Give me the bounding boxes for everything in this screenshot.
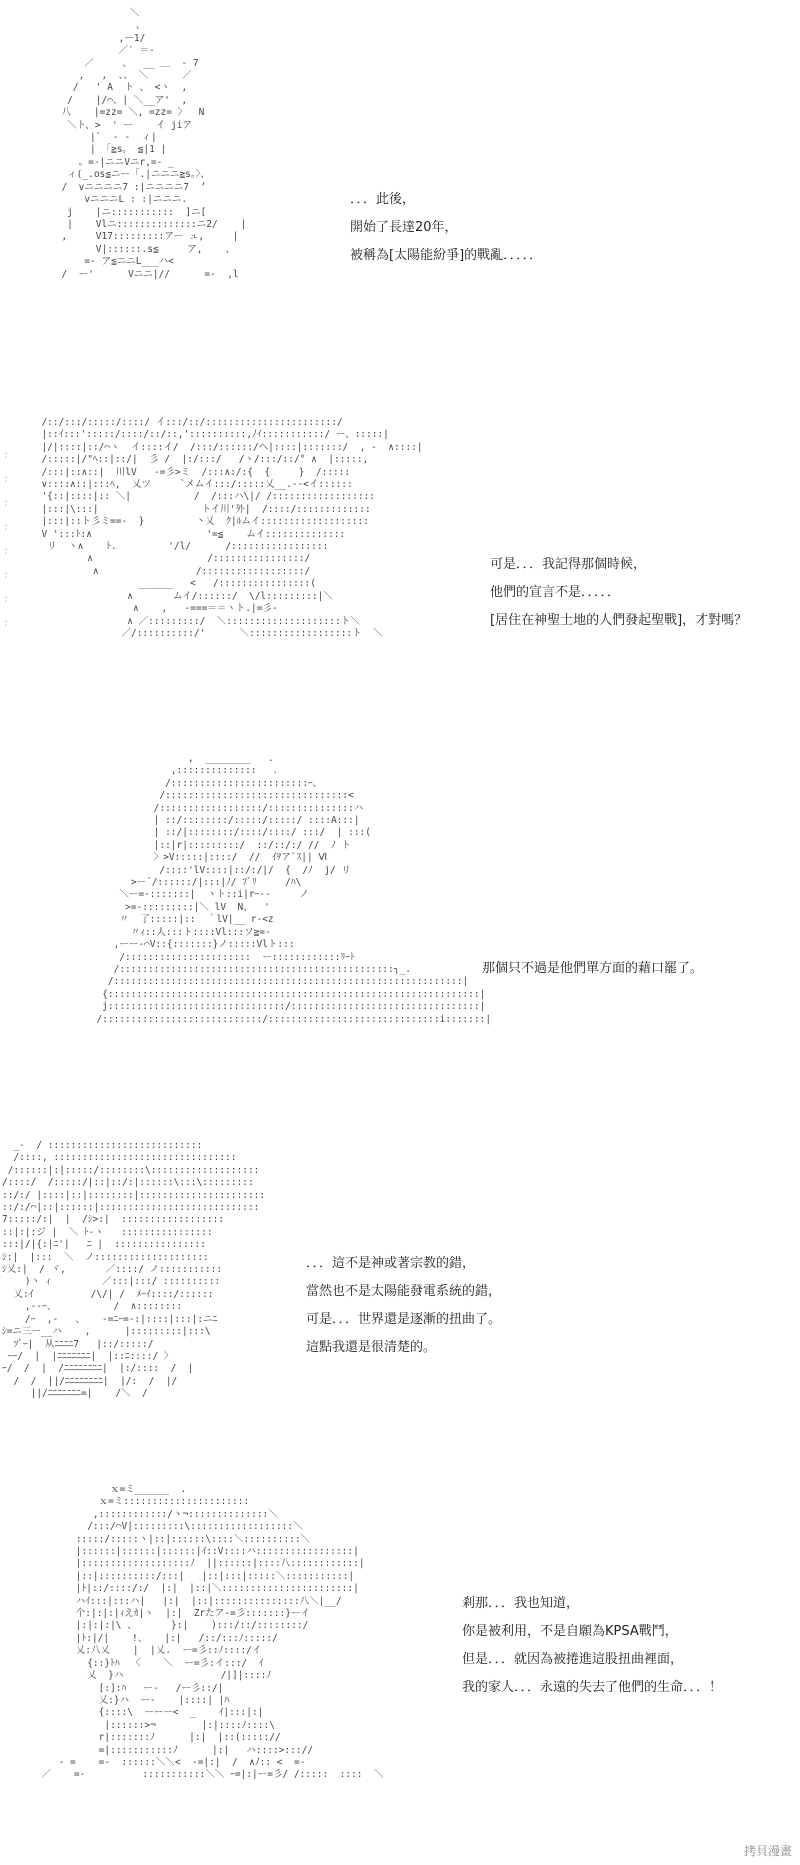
ascii-art-3: , ________ . ,:::::::::::::: ． /::::::::::::::::::::::::ｰ、 /::::::::::::::::::::::::::::::::< /::::::::::::::::::/:::::::::::::::ハ | ::/::::::::/:::::/:::::/ ::::A:::| | ::/|::::::::/::::/::::/ :::/ | :::( |::|r|:::::::::/ ::/::/:/ // ﾉ ト 〉>V:::::|::::/ // ｲｦア`ｽ|| Ⅵ /::::'lV::::|::/:/|/ { /ﾉ j/ リ >ー´/::::::/|:::|ﾉ/ ﾌﾞﾘ /ﾊ\ ＼ー=-:::::::| ヽト::i|rｰ-‐ ノ >=-:::::::::|＼ lV N、 ' 〃 了:::::|:: ｀lV|__ r-<z 〃ｨ::人:::ト::::Vl:::ソ≧=- ,ーー-⌒V::{:::::::}ノ:::::Vlト::: /:::::::::::::::::::::: ー::::::::::::ﾘｰﾄ /::::::::::::::::::::::::::::::::::::::::::::::::┐_. /:::::::::::::::::::::::::::::::::::::::::::::::::::::::::::::| {:::::::::::::::::::::::::::::::::::::::::::::::::::::::::::::::::| j:::::::::::::::::::::::::::::::/:::::::::::::::::::::::::::::::::| /::::::::::::::::::::::::::::/::::::::::::::::::::::::::::::i:::::::| <box>96 753 492 1025</box>
dialogue-line: 這點我還是很清楚的。 <box>306 1340 437 1355</box>
dialogue-line: 當然也不是太陽能發電系統的錯， <box>306 1284 502 1299</box>
dialogue-line: ．．．此後， <box>350 192 416 207</box>
dialogue-line: 但是．．．就因為被捲進這股扭曲裡面， <box>462 1652 684 1667</box>
margin-dots: ： ： ： ： ： ： ： ： <box>4 451 14 629</box>
ascii-art-4: _- / ::::::::::::::::::::::::::: /::::, :::::::::::::::::::::::::::::::: /::::::|:|:::::/::::::::\::::::::::::::::::: /::::/ /:::::/|::|::/:|::::::\:::\::::::::: ::/:/ |::::|::|::::::::|:::::::::::::::::::::: ::/:/⌒|::|::::::|:::::::::::::::::::::::::::: 7:::::/:| | /ｼ>:| :::::::::::::::::: ::|:|:ジ | ＼ ﾄ-ヽ :::::::::::::::: :::|/|{:|ﾆ'| ﾆ | :::::::::::::::: ｼ:| |::: ＼ ノ:::::::::::::::::::: ｼ乂:| / ヾ, ／::::/ ノ::::::::::: )ヽ ｨ ／:::|:::/ :::::::::: 乂:ｲ /\/| / ﾒｰｲ::::/:::::: ,--ｰ、 / ∧:::::::: /ｰ ,- 、 -=ﾆｰ=-:|::::|:::|:ニﾆ ｼ=ニ三ー__ハ , |:::::::::|:::\ ﾂﾞｰ| 从ﾆﾆﾆﾆ7 |::/:::::/ ｰｰ/ | |ﾆﾆﾆﾆﾆﾆﾆ| |::ﾆ::::/ 〉 ｰ/ / | /ﾆﾆﾆﾆﾆﾆﾆﾆ| |:/:::: / | / / ||/ﾆﾆﾆﾆﾆﾆﾆﾆ| |/: / |/ ||/ﾆﾆﾆﾆﾆﾆﾆ=| /＼ / <box>2 1140 266 1400</box>
panel-5 <box>0 1480 800 1865</box>
dialogue-1 <box>350 186 542 270</box>
panel-2 <box>0 405 800 735</box>
dialogue-line: 他們的宣言不是．．．．． <box>490 585 621 600</box>
dialogue-line: 開始了長達20年， <box>350 220 458 235</box>
panel-4 <box>0 1130 800 1460</box>
dialogue-2 <box>490 551 747 635</box>
panel-1 <box>0 0 800 400</box>
dialogue-line: 剎那．．．我也知道， <box>462 1596 580 1611</box>
dialogue-5 <box>462 1590 722 1702</box>
dialogue-line: 被稱為[太陽能紛爭]的戰亂．．．．． <box>350 248 543 263</box>
dialogue-line: 可是．．．世界還是逐漸的扭曲了。 <box>306 1312 502 1327</box>
dialogue-line: ．．．這不是神或著宗教的錯， <box>306 1256 476 1271</box>
dialogue-line: [居住在神聖土地的人們發起聖戰]，才對嗎？ <box>490 613 748 628</box>
dialogue-line: 可是．．．我記得那個時候， <box>490 557 647 572</box>
dialogue-line: 我的家人．．．永遠的失去了他們的生命．．．！ <box>462 1680 723 1695</box>
dialogue-3 <box>482 955 703 983</box>
dialogue-line: 你是被利用，不是自願為KPSA戰鬥， <box>462 1624 678 1639</box>
dialogue-line: 那個只不過是他們單方面的藉口罷了。 <box>482 961 704 976</box>
ascii-art-5: ｘ=ミ______ . ｘ=ミ:::::::::::::::::::::: ,::::::::::::/ヽ¬::::::::::::::＼ /:::/⌒V|:::::::::\::::::::::::::::::＼ :::::/:::::ヽ|::|::::::\::::＼::::::::::＼ |::::::|::::::|::::::|ｲ::V::::ハ:::::::::::::::::| |:::::::::::::::::::ﾉ ||::::::|::::八::::::::::::| |::|::::::::::/:::| |::|:::|:::::＼:::::::::::| |ﾄ|::/::::/:/ |:| |::|＼:::::::::::::::::::::::| ハｲ:::|:::ハ| |:| |::|:::::::::::::::八＼|__/ 个:|:|:|ｨえｶ|ヽ |:| Zrたア-=彡:::::::}ーイ |:|:|:|\ 、 }:| ):::/::/::::::::/ |ﾄ:|/| !、 |:| /::/:::ﾉ:::::/ 乂:八乂 | |乂. ー=彡::ﾉ::::/イ {::}ﾄﾊ 〈 ＼ ー=彡:イ:::/ ｲ 乂 }ハ /|]|::::ﾉ [:]:ﾊ ー- /ー彡::/| 乂:}ハ ー- |::::| |ﾊ {::::\ ーーー< _ ｲ|:::|:| |::::::>¬ |:|::::ﾉ::::\ r|:::::::ﾉ |:| |::(:::::// =|:::::::::::ﾉ |:| ハ::::>:::// - = =- ::::::＼＼< -=|:| / ∧ﾉ:: < =- ／ =- :::::::::::＼＼ ｰ=|:|ー=彡/ /::::: :::: ＼ <box>41 1484 384 1781</box>
panel-3 <box>0 745 800 1115</box>
dialogue-4 <box>306 1250 501 1362</box>
ascii-art-1: ＼ 、 ,ー1/ ／′ ＝- ／ 、 __ ＿ - 7 , , 、、 ＼ ／ / ' A ト 、 <ヽ , / |/⌒、| ＼__ア' , 八 |=zz= ＼, =zz= 〉 N ＼ト、> ' ー イ jiア |` - - ィ| | 「≧s。 ≦|1 | 。=-|ニニVニr,=- _ ィ(_.os≦ニー「.|ニニニ≧s。〉、 / vニニニニ7 :|ニニニニ7 ’ vニニニL : :|ニニニ. j |ニ::::::::::: ]ニ[ | Vlニ::::::::::::::ニ2/ | , V17:::::::::アー ュ, | V|::::::.s≦ ア, 、 =- ア≦ニニL___ハ< / ー' Vニニ|// =- ,l <box>61 8 247 280</box>
watermark: 拷貝漫畫 <box>743 1844 792 1858</box>
ascii-art-2: /::/:::/:::::/::::/ イ:::/::/:::::::::::::::::::::::/ |::ｲ:::':::::/::::/::/::,'::::::::::,ﾉｲ:::::::::::/ ー、:::::| |/|::::|::/⌒ヽ イ::::イ/ /:::/::::::/ヘ|::::|:::::::/ , - ∧::::| /:::::|/"ﾍ::|::/| 彡 / |:/:::/ /ヽ/:::/::/° ∧ |:::::, /:::|::∧::| 川lV -=彡>ミ /:::∧:/:{ { } /::::: ∨::::∧::|:::ﾍ, 乂ツ `メムイ:::/:::::乂__.--<イ:::::: '{::|::::|:: ＼| / /:::ハ\|/ /:::::::::::::::::: |:::|\:::| トイ川'外| /::::/::::::::::::: |:::|::ト彡ミ==- } 丶乂 ｸ|ﾙムイ::::::::::::::::::: V ':::ﾄ:∧ '=≦ ムイ:::::::::::::: リ ヽ∧ ﾄ. '/l/ /::::::::::::::::: ∧ /::::::::::::::::/ ∧ /::::::::::::::::::/ ______ < /::::::::::::::::( ∧ ムイ/::::::/ \/l:::::::::|＼ ∧ , -===＝＝ヽト.|=彡- ∧ ／:::::::::/ ＼::::::::::::::::::::ト＼ ／/::::::::::/' ＼::::::::::::::::::ト ＼ <box>41 417 423 639</box>
